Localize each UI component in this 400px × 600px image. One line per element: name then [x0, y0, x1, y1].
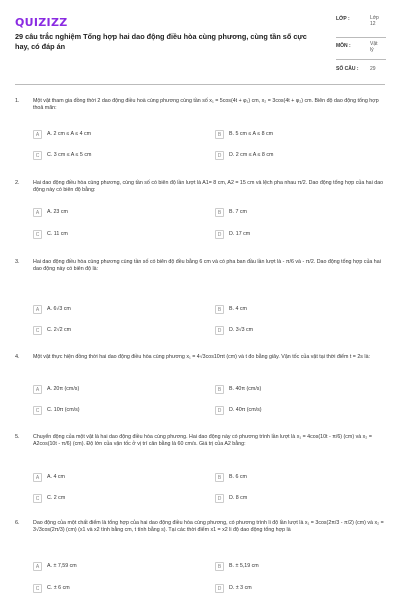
- question-text: Hai dao động điều hòa cùng phương cùng tần số có biên độ đều bằng 6 cm và có pha ban đầu lần lượt là - π/6 và - π/2. Dao động tổng hợp của hai dao động này có biên độ là:: [33, 259, 381, 273]
- option-text: D. 40π (cm/s): [229, 407, 262, 413]
- question-text: Một vật tham gia đồng thời 2 dao động điều hoà cùng phương cùng tần số x₁ = 5cos(4t + φ₁) cm, x₂ = 3cos(4t + φ₂) cm. Biên độ dao động tổng hợp thoả mãn:: [33, 98, 379, 112]
- option-text: C. ± 6 cm: [47, 585, 70, 591]
- option-letter: D: [215, 406, 224, 415]
- mon-value: Vật lý: [370, 41, 378, 53]
- option-text: C. 2√2 cm: [47, 327, 72, 333]
- option-letter: B: [215, 130, 224, 139]
- header-divider: [15, 84, 385, 85]
- option-letter: B: [215, 208, 224, 217]
- option-text: B. ± 5,19 cm: [229, 563, 259, 569]
- option-letter: A: [33, 208, 42, 217]
- option-letter: D: [215, 494, 224, 503]
- question-text: Dao động của một chất điểm là tổng hợp của hai dao động điều hòa cùng phương, có phương trình li độ lần lượt là x₁ = 3cos(2π/3 - π/2) (cm) và x₂ = 3√3cos(2π/3) (cm) (x1 và x2 tính bằng cm, t tính bằng s). Tại các thời điểm x1 = x2 li độ dao động tổng hợp là: [33, 520, 384, 534]
- option-text: B. 6 cm: [229, 474, 247, 480]
- question-text: Hai dao động điều hòa cùng phương, cùng tần số có biên độ lần lượt là A1= 8 cm, A2 = 15 cm và lệch pha nhau π/2. Dao động tổng hợp của hai dao động này có biên độ bằng:: [33, 180, 384, 194]
- question-number: 6.: [15, 520, 20, 526]
- option-letter: A: [33, 473, 42, 482]
- option-letter: A: [33, 305, 42, 314]
- option-text: B. 4 cm: [229, 306, 247, 312]
- option-letter: D: [215, 584, 224, 593]
- divider: [336, 59, 386, 60]
- option-letter: C: [33, 326, 42, 335]
- option-text: A. 23 cm: [47, 209, 68, 215]
- option-letter: B: [215, 385, 224, 394]
- question-number: 1.: [15, 98, 20, 104]
- question-number: 4.: [15, 354, 20, 360]
- quizizz-logo: QUIZIZZ: [15, 16, 68, 29]
- option-text: C. 11 cm: [47, 231, 68, 237]
- option-letter: A: [33, 385, 42, 394]
- option-letter: D: [215, 230, 224, 239]
- divider: [336, 37, 386, 38]
- option-text: A. 20π (cm/s): [47, 386, 80, 392]
- lop-value: Lớp 12: [370, 15, 379, 27]
- option-text: D. 8 cm: [229, 495, 248, 501]
- option-text: C. 10π (cm/s): [47, 407, 80, 413]
- option-letter: B: [215, 562, 224, 571]
- socau-value: 29: [370, 66, 376, 72]
- option-letter: A: [33, 130, 42, 139]
- lop-label: LỚP :: [336, 16, 350, 22]
- option-letter: C: [33, 406, 42, 415]
- option-text: B. 7 cm: [229, 209, 247, 215]
- option-letter: D: [215, 326, 224, 335]
- question-number: 2.: [15, 180, 20, 186]
- option-text: D. 17 cm: [229, 231, 251, 237]
- option-text: C. 2 cm: [47, 495, 66, 501]
- option-text: D. 3√3 cm: [229, 327, 254, 333]
- option-text: A. 4 cm: [47, 474, 65, 480]
- option-text: A. ± 7,59 cm: [47, 563, 77, 569]
- option-text: B. 40π (cm/s): [229, 386, 262, 392]
- option-text: D. ± 3 cm: [229, 585, 252, 591]
- question-text: Chuyển động của một vật là hai dao động điều hòa cùng phương. Hai dao động này có phương trình lần lượt là x₁ = 4cos(10t - π/6) (cm) và x₂ = A2cos(10t - π/6) (cm). Độ lớn của vận tốc ở vị trí cân bằng là 60 cm/s. Giá trị của A2 bằng:: [33, 434, 372, 448]
- option-text: C. 3 cm ≤ A ≤ 5 cm: [47, 152, 92, 158]
- question-text: Một vật thực hiện đồng thời hai dao động điều hòa cùng phương x₁ = 4√3cos10πt (cm) và t đo bằng giây. Vận tốc của vật tại thời điểm t = 2s là:: [33, 354, 371, 360]
- option-letter: C: [33, 230, 42, 239]
- option-text: A. 2 cm ≤ A ≤ 4 cm: [47, 131, 92, 137]
- socau-label: SỐ CÂU :: [336, 66, 359, 72]
- option-text: D. 2 cm ≤ A ≤ 8 cm: [229, 152, 274, 158]
- option-text: B. 5 cm ≤ A ≤ 8 cm: [229, 131, 274, 137]
- option-letter: C: [33, 151, 42, 160]
- question-number: 5.: [15, 434, 20, 440]
- page-title: 29 câu trắc nghiệm Tổng hợp hai dao động điều hòa cùng phương, cùng tần số cực hay, có đáp án: [15, 32, 307, 51]
- option-letter: C: [33, 494, 42, 503]
- option-letter: C: [33, 584, 42, 593]
- option-letter: D: [215, 151, 224, 160]
- question-number: 3.: [15, 259, 20, 265]
- option-text: A. 6√3 cm: [47, 306, 71, 312]
- mon-label: MÔN :: [336, 43, 351, 49]
- option-letter: B: [215, 305, 224, 314]
- option-letter: A: [33, 562, 42, 571]
- option-letter: B: [215, 473, 224, 482]
